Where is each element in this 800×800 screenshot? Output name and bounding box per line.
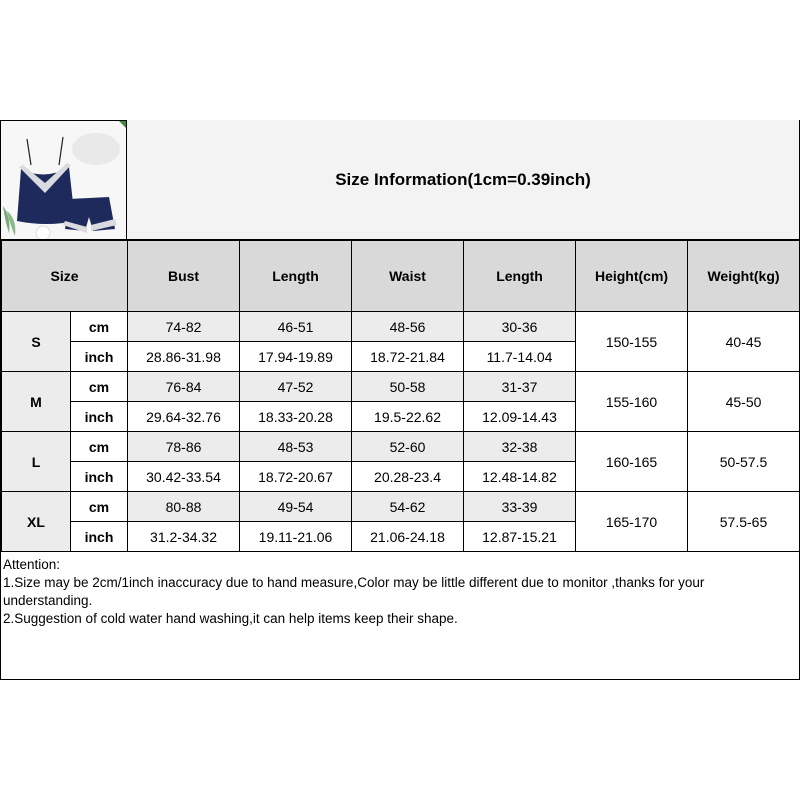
length-top-cell: 48-53 bbox=[240, 432, 352, 462]
waist-cell: 50-58 bbox=[352, 372, 464, 402]
weight-cell: 40-45 bbox=[688, 312, 800, 372]
size-label: M bbox=[2, 372, 71, 432]
unit-label: inch bbox=[71, 462, 128, 492]
table-row bbox=[2, 372, 800, 402]
bust-cell: 30.42-33.54 bbox=[128, 462, 240, 492]
size-chart-header bbox=[1, 120, 799, 240]
size-label: XL bbox=[2, 492, 71, 552]
length-shorts-cell: 11.7-14.04 bbox=[464, 342, 576, 372]
weight-cell: 45-50 bbox=[688, 372, 800, 432]
header-size: Size bbox=[2, 241, 128, 312]
header-height: Height(cm) bbox=[576, 241, 688, 312]
size-chart-title: Size Information(1cm=0.39inch) bbox=[335, 169, 591, 189]
length-top-cell: 49-54 bbox=[240, 492, 352, 522]
size-label: L bbox=[2, 432, 71, 492]
unit-label: inch bbox=[71, 342, 128, 372]
waist-cell: 19.5-22.62 bbox=[352, 402, 464, 432]
length-top-cell: 18.72-20.67 bbox=[240, 462, 352, 492]
bust-cell: 28.86-31.98 bbox=[128, 342, 240, 372]
attention-heading: Attention: bbox=[3, 557, 61, 572]
table-row bbox=[2, 432, 800, 462]
length-top-cell: 18.33-20.28 bbox=[240, 402, 352, 432]
size-table bbox=[1, 240, 800, 552]
length-top-cell: 19.11-21.06 bbox=[240, 522, 352, 552]
unit-label: inch bbox=[71, 522, 128, 552]
length-top-cell: 17.94-19.89 bbox=[240, 342, 352, 372]
height-cell: 155-160 bbox=[576, 372, 688, 432]
attention-note-1-continued: understanding. bbox=[3, 593, 93, 608]
length-shorts-cell: 12.48-14.82 bbox=[464, 462, 576, 492]
product-photo bbox=[1, 120, 127, 240]
unit-label: cm bbox=[71, 312, 128, 342]
length-shorts-cell: 30-36 bbox=[464, 312, 576, 342]
waist-cell: 21.06-24.18 bbox=[352, 522, 464, 552]
header-bust: Bust bbox=[128, 241, 240, 312]
size-chart-sheet bbox=[0, 120, 800, 680]
unit-label: cm bbox=[71, 432, 128, 462]
product-photo-illustration bbox=[1, 121, 127, 240]
length-shorts-cell: 12.87-15.21 bbox=[464, 522, 576, 552]
table-row bbox=[2, 492, 800, 522]
unit-label: cm bbox=[71, 492, 128, 522]
header-length-shorts: Length bbox=[464, 241, 576, 312]
unit-label: inch bbox=[71, 402, 128, 432]
attention-notes bbox=[3, 556, 793, 628]
waist-cell: 54-62 bbox=[352, 492, 464, 522]
length-top-cell: 47-52 bbox=[240, 372, 352, 402]
attention-note-1: 1.Size may be 2cm/1inch inaccuracy due to hand measure,Color may be little different due to monitor ,thanks for your bbox=[3, 575, 705, 590]
waist-cell: 20.28-23.4 bbox=[352, 462, 464, 492]
height-cell: 165-170 bbox=[576, 492, 688, 552]
size-chart-title-cell bbox=[127, 120, 799, 240]
bust-cell: 78-86 bbox=[128, 432, 240, 462]
bust-cell: 31.2-34.32 bbox=[128, 522, 240, 552]
length-shorts-cell: 12.09-14.43 bbox=[464, 402, 576, 432]
table-header-row bbox=[2, 241, 800, 312]
waist-cell: 48-56 bbox=[352, 312, 464, 342]
weight-cell: 57.5-65 bbox=[688, 492, 800, 552]
bust-cell: 74-82 bbox=[128, 312, 240, 342]
attention-note-2: 2.Suggestion of cold water hand washing,it can help items keep their shape. bbox=[3, 611, 458, 626]
waist-cell: 18.72-21.84 bbox=[352, 342, 464, 372]
table-row bbox=[2, 312, 800, 342]
height-cell: 160-165 bbox=[576, 432, 688, 492]
header-length-top: Length bbox=[240, 241, 352, 312]
bust-cell: 29.64-32.76 bbox=[128, 402, 240, 432]
length-shorts-cell: 33-39 bbox=[464, 492, 576, 522]
waist-cell: 52-60 bbox=[352, 432, 464, 462]
unit-label: cm bbox=[71, 372, 128, 402]
length-shorts-cell: 32-38 bbox=[464, 432, 576, 462]
length-top-cell: 46-51 bbox=[240, 312, 352, 342]
bust-cell: 76-84 bbox=[128, 372, 240, 402]
size-label: S bbox=[2, 312, 71, 372]
bust-cell: 80-88 bbox=[128, 492, 240, 522]
weight-cell: 50-57.5 bbox=[688, 432, 800, 492]
header-weight: Weight(kg) bbox=[688, 241, 800, 312]
length-shorts-cell: 31-37 bbox=[464, 372, 576, 402]
header-waist: Waist bbox=[352, 241, 464, 312]
height-cell: 150-155 bbox=[576, 312, 688, 372]
